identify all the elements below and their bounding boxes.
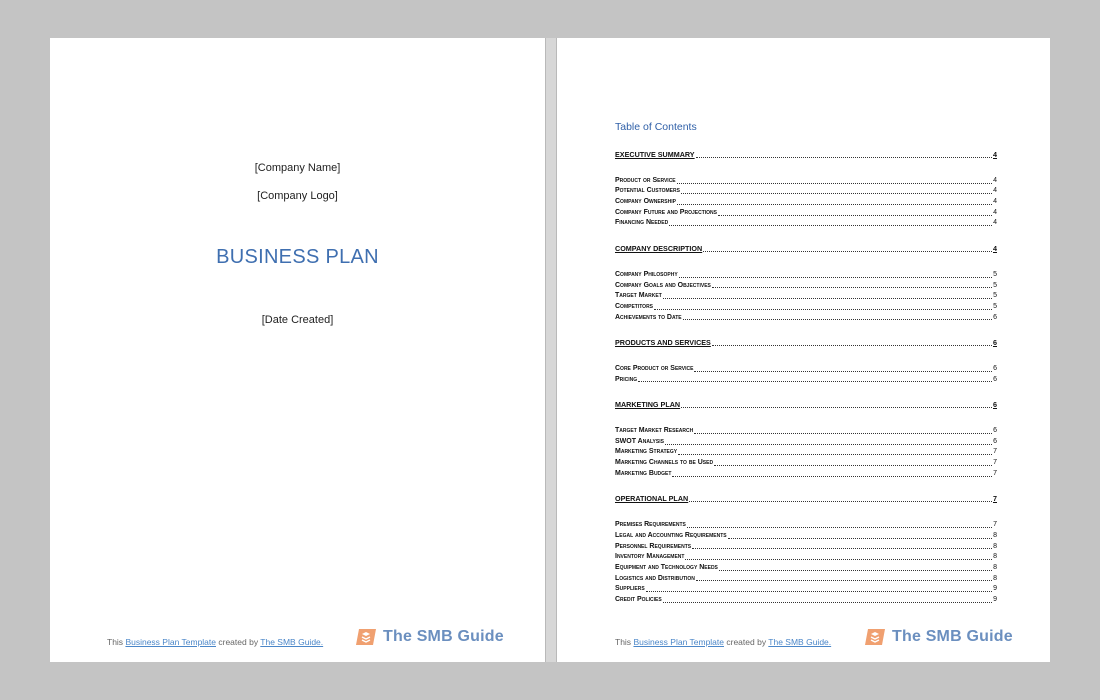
toc-section-entry[interactable] — [615, 400, 997, 411]
toc-entry-title: Financing Needed — [615, 219, 669, 227]
toc-entry-title: Company Ownership — [615, 198, 676, 206]
brand-name: The SMB Guide — [383, 628, 504, 645]
toc-entry-title: SWOT Analysis — [615, 437, 664, 445]
toc-page-number: 6 — [993, 400, 997, 410]
toc-entry-title: COMPANY DESCRIPTION — [615, 244, 703, 254]
toc-subsection-entry[interactable] — [615, 281, 997, 292]
toc-subsection-entry[interactable] — [615, 197, 997, 208]
toc-entry-title: Pricing — [615, 375, 638, 383]
toc-dot-leader — [683, 319, 992, 320]
toc-dot-leader — [718, 215, 992, 216]
toc-subsection-entry[interactable] — [615, 542, 997, 553]
toc-heading: Table of Contents — [615, 121, 697, 133]
toc-page-number: 4 — [993, 198, 997, 206]
toc-subsection-entry[interactable] — [615, 208, 997, 219]
smb-guide-link[interactable]: The SMB Guide. — [768, 637, 832, 647]
toc-entry-title: Marketing Strategy — [615, 448, 678, 456]
toc-entry-title: EXECUTIVE SUMMARY — [615, 150, 695, 159]
smb-guide-logo — [864, 626, 1013, 648]
toc-page-number: 7 — [993, 469, 997, 477]
toc-page-number: 5 — [993, 270, 997, 278]
toc-subsection-entry[interactable] — [615, 437, 997, 448]
toc-subsection-entry[interactable] — [615, 520, 997, 531]
toc-spacer — [615, 505, 997, 520]
toc-subsection-entry[interactable] — [615, 218, 997, 229]
toc-spacer — [615, 255, 997, 270]
toc-subsection-entry[interactable] — [615, 531, 997, 542]
toc-page-number: 5 — [993, 281, 997, 289]
company-name-placeholder: [Company Name] — [254, 162, 341, 174]
toc-dot-leader — [663, 298, 992, 299]
toc-dot-leader — [714, 465, 992, 466]
toc-dot-leader — [712, 345, 992, 346]
toc-spacer — [615, 385, 997, 400]
toc-page-number: 6 — [993, 338, 997, 348]
toc-dot-leader — [694, 433, 992, 434]
toc-entry-title: Achievements to Date — [615, 313, 682, 321]
toc-dot-leader — [638, 381, 992, 382]
toc-page-number: 9 — [993, 585, 997, 593]
toc-subsection-entry[interactable] — [615, 447, 997, 458]
toc-dot-leader — [692, 548, 992, 549]
toc-entry-title: Credit Policies — [615, 595, 662, 603]
toc-dot-leader — [719, 570, 992, 571]
toc-entry-title: Suppliers — [615, 585, 645, 593]
toc-entry-title: Logistics and Distribution — [615, 574, 695, 582]
toc-entry-title: Company Future and Projections — [615, 208, 717, 216]
toc-dot-leader — [703, 251, 992, 252]
toc-dot-leader — [672, 476, 992, 477]
toc-entry-title: OPERATIONAL PLAN — [615, 494, 689, 504]
toc-page-number: 7 — [993, 521, 997, 529]
toc-spacer — [615, 161, 997, 176]
toc-page-number: 6 — [993, 375, 997, 383]
toc-entry-title: Premises Requirements — [615, 521, 686, 529]
toc-page-number: 8 — [993, 574, 997, 582]
toc-page-number: 5 — [993, 292, 997, 300]
toc-subsection-entry[interactable] — [615, 595, 997, 606]
toc-page-number: 8 — [993, 563, 997, 571]
toc-section-entry[interactable] — [615, 244, 997, 255]
toc-entry-title: Product or Service — [615, 176, 676, 184]
company-logo-placeholder: [Company Logo] — [257, 190, 338, 202]
toc-entry-title: Target Market — [615, 292, 662, 300]
toc-dot-leader — [728, 538, 992, 539]
toc-dot-leader — [681, 407, 992, 408]
toc-entry-title: Equipment and Technology Needs — [615, 563, 718, 571]
toc-page-number: 6 — [993, 437, 997, 445]
toc-spacer — [615, 349, 997, 364]
toc-subsection-entry[interactable] — [615, 313, 997, 324]
toc-page-number: 4 — [993, 150, 997, 159]
toc-page-number: 6 — [993, 364, 997, 372]
toc-page-number: 9 — [993, 595, 997, 603]
toc-dot-leader — [677, 204, 992, 205]
toc-entry-title: Marketing Budget — [615, 469, 672, 477]
footer-middle: created by — [726, 637, 767, 647]
toc-dot-leader — [679, 277, 992, 278]
toc-subsection-entry[interactable] — [615, 552, 997, 563]
toc-page-number: 7 — [993, 494, 997, 504]
template-link[interactable]: Business Plan Template — [633, 637, 724, 647]
toc-dot-leader — [712, 287, 992, 288]
toc-dot-leader — [694, 371, 992, 372]
toc-page-number: 8 — [993, 553, 997, 561]
toc-subsection-entry[interactable] — [615, 186, 997, 197]
toc-entry-title: Inventory Management — [615, 553, 685, 561]
toc-page-number: 8 — [993, 542, 997, 550]
toc-entry-title: Company Philosophy — [615, 270, 678, 278]
toc-entry-title: PRODUCTS AND SERVICES — [615, 338, 711, 348]
toc-dot-leader — [696, 157, 992, 158]
toc-entry-title: Marketing Channels to be Used — [615, 459, 714, 467]
footer-prefix: This — [107, 637, 124, 647]
toc-page — [557, 38, 1050, 662]
document-title: BUSINESS PLAN — [216, 246, 379, 268]
toc-subsection-entry[interactable] — [615, 563, 997, 574]
smb-guide-logo — [355, 626, 504, 648]
toc-page-number: 4 — [993, 219, 997, 227]
toc-dot-leader — [663, 602, 992, 603]
toc-subsection-entry[interactable] — [615, 364, 997, 375]
toc-dot-leader — [678, 454, 992, 455]
toc-dot-leader — [669, 225, 992, 226]
toc-entry-title: Legal and Accounting Requirements — [615, 531, 727, 539]
toc-page-number: 4 — [993, 208, 997, 216]
toc-dot-leader — [646, 591, 992, 592]
toc-page-number: 7 — [993, 448, 997, 456]
toc-entry-title: MARKETING PLAN — [615, 400, 681, 410]
toc-section-entry[interactable] — [615, 494, 997, 505]
toc-list — [615, 150, 997, 606]
footer-credit — [107, 637, 323, 647]
toc-subsection-entry[interactable] — [615, 426, 997, 437]
footer-prefix: This — [615, 637, 632, 647]
toc-page-number: 7 — [993, 459, 997, 467]
toc-spacer — [615, 323, 997, 338]
toc-subsection-entry[interactable] — [615, 584, 997, 595]
toc-page-number: 8 — [993, 531, 997, 539]
toc-page-number: 4 — [993, 176, 997, 184]
footer-credit — [615, 637, 831, 647]
toc-section-entry[interactable] — [615, 150, 997, 161]
toc-entry-title: Target Market Research — [615, 427, 694, 434]
toc-subsection-entry[interactable] — [615, 458, 997, 469]
toc-entry-title: Personnel Requirements — [615, 542, 692, 550]
toc-dot-leader — [654, 309, 992, 310]
layers-logo-icon — [355, 628, 377, 646]
page-gutter — [545, 38, 557, 662]
toc-subsection-entry[interactable] — [615, 574, 997, 585]
toc-spacer — [615, 411, 997, 426]
date-created-placeholder: [Date Created] — [261, 314, 334, 326]
toc-dot-leader — [665, 444, 992, 445]
brand-name: The SMB Guide — [892, 628, 1013, 645]
toc-page-number: 6 — [993, 427, 997, 434]
toc-entry-title: Core Product or Service — [615, 364, 694, 372]
template-link[interactable]: Business Plan Template — [125, 637, 216, 647]
toc-page-number: 4 — [993, 244, 997, 254]
footer-middle: created by — [218, 637, 259, 647]
toc-subsection-entry[interactable] — [615, 270, 997, 281]
toc-entry-title: Company Goals and Objectives — [615, 281, 711, 289]
cover-page — [50, 38, 545, 662]
toc-dot-leader — [696, 580, 992, 581]
toc-page-number: 6 — [993, 313, 997, 321]
toc-page-number: 4 — [993, 187, 997, 195]
toc-dot-leader — [677, 183, 992, 184]
smb-guide-link[interactable]: The SMB Guide. — [260, 637, 324, 647]
toc-spacer — [615, 229, 997, 244]
toc-section-entry[interactable] — [615, 338, 997, 349]
toc-entry-title: Competitors — [615, 302, 654, 310]
toc-subsection-entry[interactable] — [615, 291, 997, 302]
toc-subsection-entry[interactable] — [615, 176, 997, 187]
toc-subsection-entry[interactable] — [615, 302, 997, 313]
layers-logo-icon — [864, 628, 886, 646]
toc-spacer — [615, 479, 997, 494]
toc-dot-leader — [685, 559, 992, 560]
toc-dot-leader — [681, 193, 992, 194]
toc-dot-leader — [689, 501, 992, 502]
toc-dot-leader — [687, 527, 992, 528]
toc-page-number: 5 — [993, 302, 997, 310]
toc-entry-title: Potential Customers — [615, 187, 680, 195]
toc-subsection-entry[interactable] — [615, 469, 997, 480]
toc-subsection-entry[interactable] — [615, 375, 997, 386]
